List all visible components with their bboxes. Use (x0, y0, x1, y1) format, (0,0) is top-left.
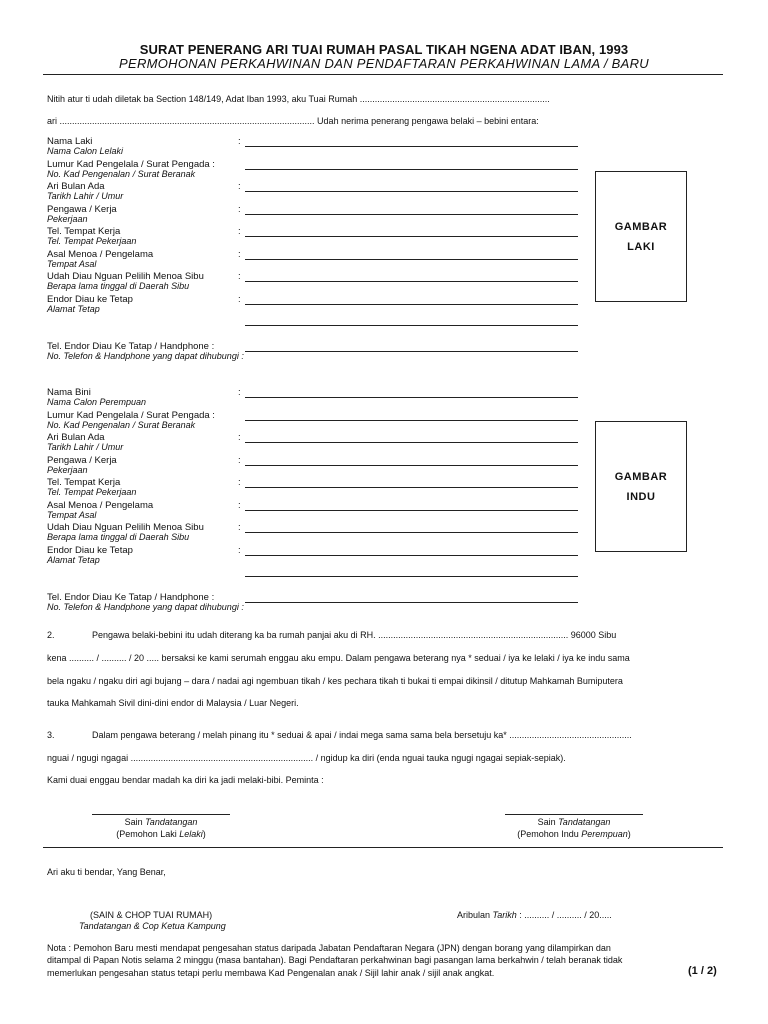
groom-photo-label-1: GAMBAR (614, 220, 668, 233)
groom-field-sublabel: Tarikh Lahir / Umur (47, 191, 124, 201)
bride-field-colon: : (238, 499, 241, 511)
groom-field-input-line[interactable] (245, 191, 578, 192)
bride-field-sublabel: Tel. Tempat Pekerjaan (47, 487, 137, 497)
bride-field-sublabel: Nama Calon Perempuan (47, 397, 147, 407)
bride-sign-label: Sain Tandatangan (537, 817, 611, 827)
groom-field-input-line[interactable] (245, 146, 578, 147)
bride-field-label: Asal Menoa / Pengelama (47, 499, 154, 511)
section-3-line-1: Dalam pengawa beterang / melah pinang itu * seduai & apai / indai mega sama sama bela bersetuju ka* ................................................. (92, 730, 632, 740)
groom-phone-sublabel: No. Telefon & Handphone yang dapat dihubungi : (47, 350, 244, 361)
bride-field-sublabel: Tarikh Lahir / Umur (47, 442, 124, 452)
bride-field-input-line[interactable] (245, 532, 578, 533)
bride-field-input-line[interactable] (245, 442, 578, 443)
section-3-line-3: Kami duai enggau bendar madah ka diri ka jadi melaki-bibi. Peminta : (47, 775, 324, 785)
bride-field-input-line[interactable] (245, 487, 578, 488)
note-line-2: ditampal di Papan Notis selama 2 minggu (masa bantahan). Bagi Pendaftaran perkahwinan bagi pasangan lama berkahwin / telah beranak tidak (47, 955, 623, 965)
groom-field-input-line[interactable] (245, 259, 578, 260)
bride-field-input-line[interactable] (245, 510, 578, 511)
groom-field-colon: : (238, 226, 241, 237)
groom-field-sublabel: Alamat Tetap (47, 303, 100, 314)
bride-field-colon: : (238, 432, 241, 443)
groom-field-colon: : (238, 293, 241, 305)
document-title: SURAT PENERANG ARI TUAI RUMAH PASAL TIKAH NGENA ADAT IBAN, 1993 (139, 42, 629, 57)
bride-field-label: Udah Diau Nguan Pelilih Menoa Sibu (47, 522, 204, 533)
section-2-number: 2. (47, 630, 55, 640)
groom-signature-line[interactable] (92, 814, 230, 815)
closing-greeting: Ari aku ti bendar, Yang Benar, (47, 867, 166, 877)
groom-field-input-line[interactable] (245, 304, 578, 305)
groom-field-label: Ari Bulan Ada (47, 181, 105, 192)
bride-field-label: Endor Diau ke Tetap (47, 544, 133, 556)
bride-field-label: Tel. Tempat Kerja (47, 477, 121, 488)
intro-line-2: ari ...................................................................................................... Udah nerima penerang pengawa belaki – bebini entara: (47, 116, 539, 126)
tuai-rumah-chop-sub: Tandatangan & Cop Ketua Kampung (79, 921, 226, 931)
groom-field-sublabel: Nama Calon Lelaki (47, 146, 124, 156)
tuai-rumah-chop-label: (SAIN & CHOP TUAI RUMAH) (90, 910, 213, 920)
bride-photo-label-1: GAMBAR (614, 470, 668, 483)
section-2-line-2: kena .......... / .......... / 20 ..... bersaksi ke kami serumah enggau aku empu. Dalam pengawa beterang nya * seduai / iya ke lelaki / iya ke indu sama (47, 653, 630, 663)
groom-phone-label: Tel. Endor Diau Ke Tatap / Handphone : (47, 340, 215, 352)
bride-field-sublabel: Tempat Asal (47, 509, 97, 520)
bride-field-label: Pengawa / Kerja (47, 454, 117, 466)
bride-field-colon: : (238, 544, 241, 556)
bride-field-input-line[interactable] (245, 465, 578, 466)
groom-field-sublabel: Tempat Asal (47, 258, 97, 269)
section-3-line-2: nguai / ngugi ngagai ......................................................................... / ngidup ka diri (enda nguai tauka ngugi ngagai sepiak-sepiak). (47, 753, 566, 763)
header-rule (43, 74, 723, 75)
bride-phone-sublabel: No. Telefon & Handphone yang dapat dihubungi : (47, 601, 244, 612)
bride-field-colon: : (238, 477, 241, 488)
bride-field-input-line[interactable] (245, 397, 578, 398)
bride-field-sublabel: Berapa lama tinggal di Daerah Sibu (47, 532, 190, 542)
groom-field-label: Lumur Kad Pengelala / Surat Pengada : (47, 158, 215, 170)
groom-field-colon: : (238, 271, 241, 282)
groom-field-label: Tel. Tempat Kerja (47, 226, 121, 237)
page-number: (1 / 2) (688, 965, 717, 977)
bride-field-sublabel: Pekerjaan (47, 464, 88, 475)
bride-signature-line[interactable] (505, 814, 643, 815)
bride-field-label: Lumur Kad Pengelala / Surat Pengada : (47, 409, 215, 421)
groom-applicant-label: (Pemohon Laki Lelaki) (116, 829, 206, 839)
groom-sign-label: Sain Tandatangan (124, 817, 198, 827)
groom-address-line-2[interactable] (245, 325, 578, 326)
groom-field-colon: : (238, 181, 241, 192)
note-line-3: memerlukan pengesahan status tetapi perlu membawa Kad Pengenalan anak / Sijil lahir anak / sijil anak angkat. (47, 968, 495, 978)
bride-field-input-line[interactable] (245, 420, 578, 421)
groom-photo-box[interactable] (595, 171, 687, 302)
bride-address-line-2[interactable] (245, 576, 578, 577)
groom-field-label: Udah Diau Nguan Pelilih Menoa Sibu (47, 271, 204, 282)
groom-field-label: Endor Diau ke Tetap (47, 293, 133, 305)
groom-field-input-line[interactable] (245, 169, 578, 170)
groom-field-sublabel: Pekerjaan (47, 213, 88, 224)
bride-phone-input-line[interactable] (245, 602, 578, 603)
bride-field-input-line[interactable] (245, 555, 578, 556)
bride-field-label: Nama Bini (47, 387, 91, 398)
section-2-line-3: bela ngaku / ngaku diri agi bujang – dara / nadai agi ngembuan tikah / kes pechara tikah ti bukai ti empai dikinsil / ditutup Mahkamah Bumiputera (47, 676, 623, 686)
section-3-number: 3. (47, 730, 55, 740)
groom-field-input-line[interactable] (245, 214, 578, 215)
bride-photo-box[interactable] (595, 421, 687, 552)
groom-field-label: Asal Menoa / Pengelama (47, 248, 154, 260)
groom-field-sublabel: Tel. Tempat Pekerjaan (47, 236, 137, 246)
groom-photo-label-2: LAKI (627, 240, 655, 253)
groom-field-sublabel: Berapa lama tinggal di Daerah Sibu (47, 281, 190, 291)
bride-field-colon: : (238, 454, 241, 466)
groom-field-colon: : (238, 136, 241, 147)
groom-field-label: Pengawa / Kerja (47, 203, 117, 215)
document-subtitle: PERMOHONAN PERKAHWINAN DAN PENDAFTARAN PERKAHWINAN LAMA / BARU (119, 56, 649, 71)
bride-field-colon: : (238, 387, 241, 398)
groom-field-sublabel: No. Kad Pengenalan / Surat Beranak (47, 168, 196, 179)
bride-field-label: Ari Bulan Ada (47, 432, 105, 443)
note-line-1: Nota : Pemohon Baru mesti mendapat pengesahan status daripada Jabatan Pendaftaran Negara (JPN) dengan borang yang dilampirkan dan (47, 943, 611, 953)
bride-applicant-label: (Pemohon Indu Perempuan) (517, 829, 631, 839)
groom-field-label: Nama Laki (47, 136, 93, 147)
groom-field-input-line[interactable] (245, 236, 578, 237)
groom-field-colon: : (238, 203, 241, 215)
groom-field-input-line[interactable] (245, 281, 578, 282)
groom-field-colon: : (238, 248, 241, 260)
section-2-line-4: tauka Mahkamah Sivil dini-dini endor di Malaysia / Luar Negeri. (47, 698, 299, 708)
bride-field-sublabel: Alamat Tetap (47, 554, 100, 565)
bride-photo-label-2: INDU (626, 490, 656, 503)
bride-phone-label: Tel. Endor Diau Ke Tatap / Handphone : (47, 591, 215, 603)
bride-field-sublabel: No. Kad Pengenalan / Surat Beranak (47, 419, 196, 430)
intro-line-1: Nitih atur ti udah diletak ba Section 148/149, Adat Iban 1993, aku Tuai Rumah ............................................................................ (47, 94, 550, 104)
section-2-line-1: Pengawa belaki-bebini itu udah diterang ka ba rumah panjai aku di RH. ............................................................................ 96000 Sibu (92, 630, 617, 640)
signature-rule (43, 847, 723, 848)
groom-phone-input-line[interactable] (245, 351, 578, 352)
date-field[interactable]: Aribulan Tarikh : .......... / .......... / 20..... (457, 910, 612, 920)
bride-field-colon: : (238, 522, 241, 533)
